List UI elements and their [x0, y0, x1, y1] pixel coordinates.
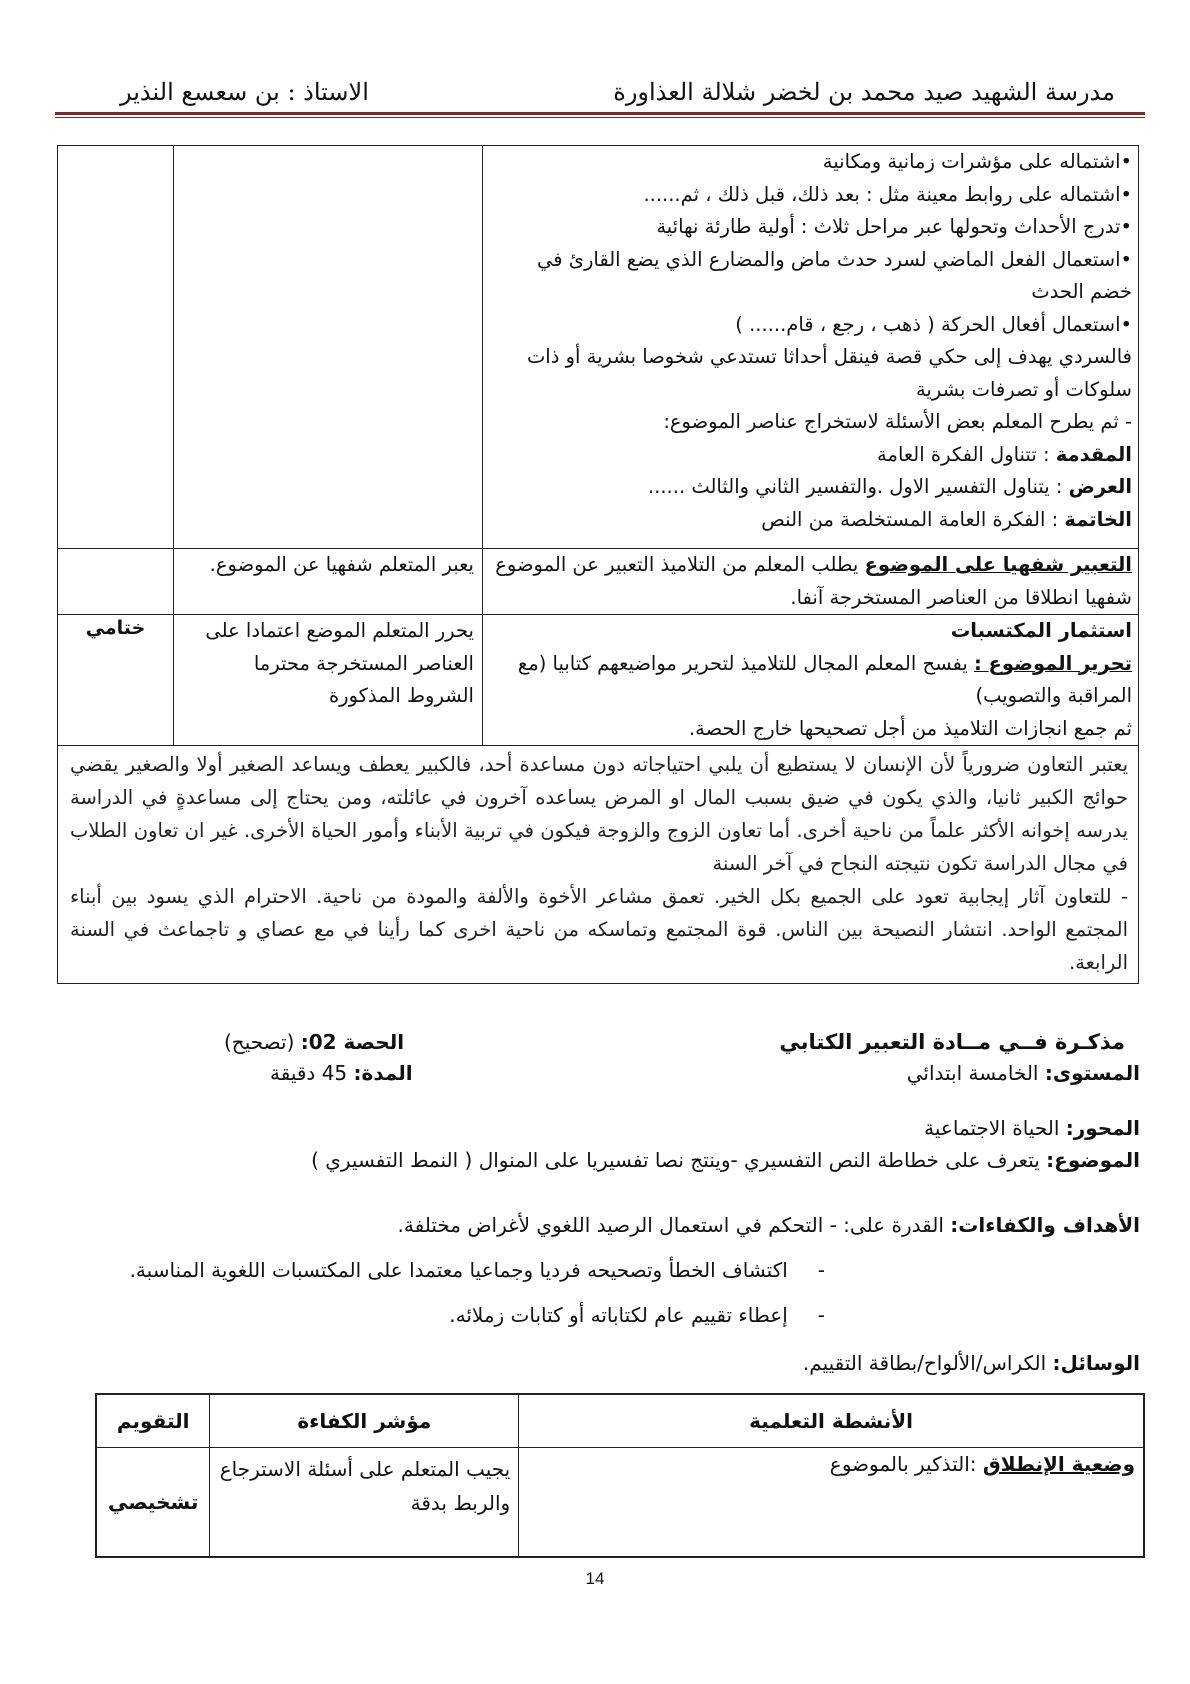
tools-label: الوسائل:	[1052, 1351, 1140, 1375]
goals-line	[398, 1213, 1140, 1237]
tools-value: الكراس/الألواح/بطاقة التقييم.	[802, 1351, 1053, 1375]
header-divider-thin	[55, 117, 1145, 118]
table-row	[58, 746, 1139, 984]
table-row	[58, 549, 1139, 615]
list-item: •استعمال الفعل الماضي لسرد حدث ماض والمضارع الذي يضع القارئ في خضم الحدث	[536, 247, 1132, 303]
writing-text: يفسح المعلم المجال للتلاميذ لتحرير مواضيعهم كتابيا (مع المراقبة والتصويب)	[517, 651, 1132, 707]
duration-line	[270, 1061, 413, 1085]
session-line	[224, 1030, 404, 1054]
intro-text: : تتناول الفكرة العامة	[877, 442, 1056, 466]
session-value: (تصحيح)	[224, 1030, 301, 1054]
page-header	[55, 70, 1135, 112]
table-row	[58, 146, 1139, 549]
topic-line	[311, 1148, 1140, 1172]
teacher-name: الاستاذ : بن سعسع النذير	[120, 78, 369, 106]
sample-text-cell	[58, 746, 1139, 984]
sample-paragraph-1: يعتبر التعاون ضرورياً لأن الإنسان لا يستطيع أن يلبي احتياجاته دون مساعدة أحد، فالكبير يعطف ويساعد الصغير أولا والصغير يقضي حوائج الكبير ثانيا، والذي يكون في ضيق بسبب المال او المرض يساعده آخرون في عائلته، ومن يحتاج إلى مساعدةٍ في الدراسة يدرسه إخوانه الأكثر علماً من ناحية أخرى. أما تعاون الزوج والزوجة فيكون في تربية الأبناء وأمور الحياة الأخرى. غير ان تعاون الطلاب في مجال الدراسة تكون نتيجته النجاح في آخر السنة	[70, 753, 1128, 875]
goals-label: الأهداف والكفاءات:	[950, 1213, 1140, 1237]
list-item: •تدرج الأحداث وتحولها عبر مراحل ثلاث : أولية طارئة نهائية	[656, 215, 1132, 238]
topic-value: يتعرف على خطاطة النص التفسيري -وينتج نصا تفسيريا على المنوال ( النمط التفسيري )	[311, 1148, 1047, 1172]
table-row	[96, 1448, 1144, 1558]
lesson-table-continued	[57, 145, 1139, 984]
intro-label: المقدمة	[1055, 442, 1132, 466]
evaluation-cell-empty	[58, 549, 174, 615]
evaluation-cell-empty	[58, 146, 174, 549]
conclusion-label: الخاتمة	[1064, 507, 1132, 531]
lesson-sheet-info	[55, 1030, 1140, 1375]
duration-label: المدة:	[353, 1061, 413, 1085]
page-number: 14	[585, 1569, 605, 1588]
sample-paragraph-2: - للتعاون آثار إيجابية تعود على الجميع بكل الخير. تعمق مشاعر الأخوة والألفة والمودة من ناحية. الاحترام الذي يسود بين أبناء المجتمع الواحد. انتشار النصيحة بين الناس. قوة المجتمع وتماسكه من ناحية اخرى كما رأينا في مع عصاي و تاجماعث في السنة الرابعة.	[70, 885, 1128, 974]
start-indicator-cell: يجيب المتعلم على أسئلة الاسترجاع والربط بدقة	[210, 1448, 519, 1558]
dash-icon: -	[817, 1303, 825, 1327]
list-item: •اشتماله على مؤشرات زمانية ومكانية	[822, 150, 1132, 173]
dash-icon: -	[817, 1258, 825, 1282]
level-line	[907, 1061, 1140, 1085]
start-situation-cell	[519, 1448, 1144, 1558]
goal-item-2	[449, 1303, 825, 1327]
oral-label: التعبير شفهيا على الموضوع	[864, 553, 1132, 576]
topic-label: الموضوع:	[1046, 1148, 1140, 1172]
school-name: مدرسة الشهيد صيد محمد بن لخضر شلالة العذاورة	[613, 78, 1115, 106]
investment-title: استثمار المكتسبات	[950, 619, 1132, 642]
start-text: :التذكير بالموضوع	[829, 1452, 983, 1476]
writing-label: تحرير الموضوع :	[973, 651, 1132, 675]
header-divider	[55, 112, 1145, 115]
duration-value: 45 دقيقة	[270, 1061, 354, 1085]
header-activities: الأنشطة التعلمية	[519, 1394, 1144, 1448]
goals-value: القدرة على: - التحكم في استعمال الرصيد اللغوي لأغراض مختلفة.	[397, 1213, 951, 1237]
table-row	[58, 615, 1139, 746]
conclusion-line	[491, 504, 1132, 537]
goal-item-1	[130, 1258, 825, 1282]
writing-line	[491, 648, 1132, 713]
narrative-text: فالسردي يهدف إلى حكي قصة فينقل أحداثا تستدعي شخوصا بشرية أو ذات سلوكات أو تصرفات بشرية	[526, 345, 1132, 401]
level-value: الخامسة ابتدائي	[906, 1061, 1045, 1085]
header-evaluation: التقويم	[96, 1394, 210, 1448]
list-item: •استعمال أفعال الحركة ( ذهب ، رجع ، قام...... )	[735, 312, 1132, 336]
lesson-table	[95, 1393, 1145, 1558]
activities-cell	[482, 146, 1138, 549]
axis-line	[924, 1116, 1140, 1140]
sheet-title: مذكـرة فــي مــادة التعبير الكتابي	[779, 1030, 1125, 1054]
tools-line	[803, 1351, 1140, 1375]
diagnostic-evaluation-cell: تشخيصي	[96, 1448, 210, 1558]
list-item: •اشتماله على روابط معينة مثل : بعد ذلك، قبل ذلك ، ثم......	[643, 182, 1132, 206]
oral-expression-cell	[482, 549, 1138, 615]
session-label: الحصة 02:	[300, 1030, 405, 1054]
writing-indicator-cell: يحرر المتعلم الموضع اعتمادا على العناصر المستخرجة محترما الشروط المذكورة	[173, 615, 482, 746]
intro-line	[491, 439, 1132, 472]
indicator-cell-empty	[173, 146, 482, 549]
oral-text: يطلب المعلم من التلاميذ التعبير عن الموضوع شفهيا انطلاقا من العناصر المستخرجة آنفا.	[495, 553, 1132, 609]
conclusion-text: : الفكرة العامة المستخلصة من النص	[761, 507, 1065, 531]
collect-line: ثم جمع انجازات التلاميذ من أجل تصحيحها خارج الحصة.	[688, 716, 1132, 740]
goal-item-text: اكتشاف الخطأ وتصحيحه فرديا وجماعيا معتمدا على المكتسبات اللغوية المناسبة.	[129, 1258, 788, 1282]
header-indicator: مؤشر الكفاءة	[210, 1394, 519, 1448]
final-evaluation-cell: ختامي	[58, 615, 174, 746]
questions-intro: - ثم يطرح المعلم بعض الأسئلة لاستخراج عناصر الموضوع:	[663, 410, 1132, 433]
goal-item-text: إعطاء تقييم عام لكتاباته أو كتابات زملائه.	[449, 1303, 788, 1327]
table-header-row	[96, 1394, 1144, 1448]
level-label: المستوى:	[1044, 1061, 1140, 1085]
body-line	[491, 471, 1132, 504]
body-text: : يتناول التفسير الاول .والتفسير الثاني والثالث ......	[647, 475, 1069, 498]
oral-indicator-cell: يعبر المتعلم شفهيا عن الموضوع.	[173, 549, 482, 615]
start-label: وضعية الإنطلاق	[982, 1452, 1135, 1476]
body-label: العرض	[1068, 475, 1132, 498]
axis-value: الحياة الاجتماعية	[924, 1116, 1066, 1140]
investment-cell	[482, 615, 1138, 746]
axis-label: المحور:	[1065, 1116, 1140, 1140]
